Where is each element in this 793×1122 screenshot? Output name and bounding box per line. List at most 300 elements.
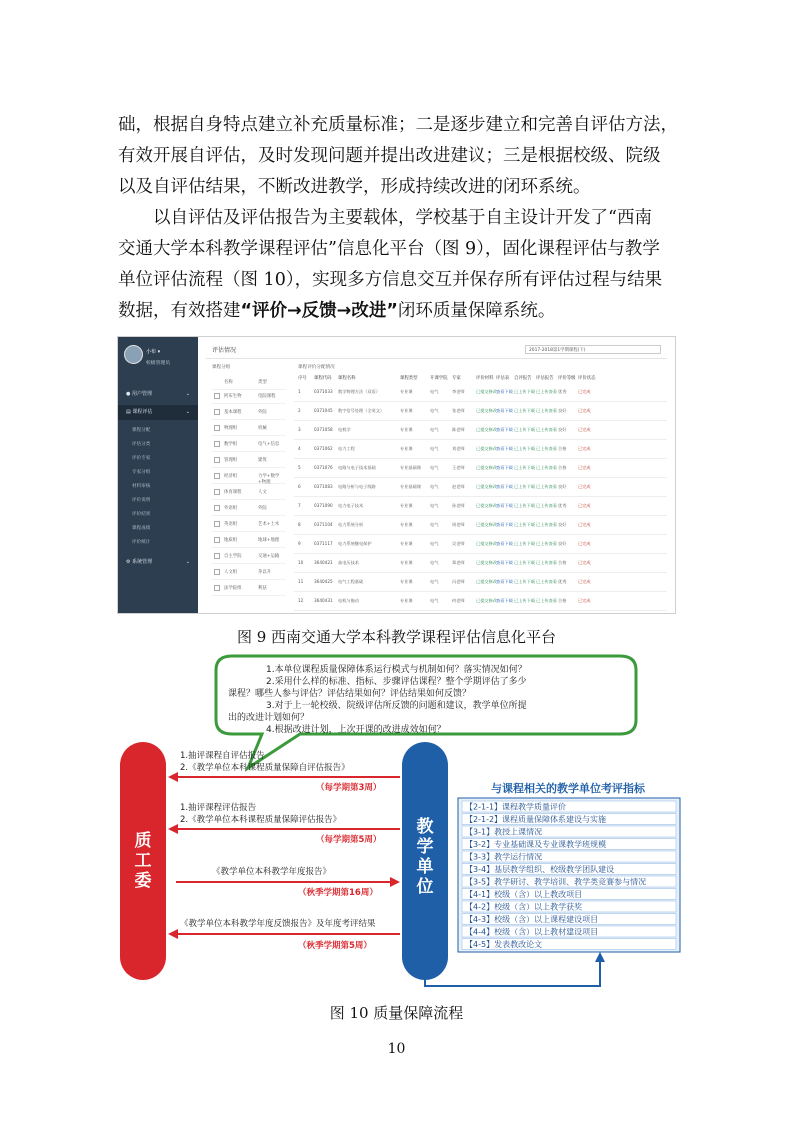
checkbox[interactable] — [214, 425, 220, 431]
table-cell: 5 — [298, 465, 301, 470]
table-cell: 刘老师 — [452, 446, 465, 451]
group-type: 外院 — [258, 506, 267, 511]
table-cell[interactable]: 良好 — [558, 484, 567, 489]
group-name: 物理组 — [224, 426, 238, 431]
checkbox[interactable] — [214, 521, 220, 527]
table-cell: 0371045 — [314, 408, 333, 413]
index-item: 【3-2】专业基础课及专业课教学班规模 — [465, 840, 607, 849]
index-item: 【3-4】基层教学组织、校级教学团队建设 — [465, 865, 615, 874]
group-type: 建筑 — [258, 458, 267, 463]
table-cell: 陈老师 — [452, 427, 465, 432]
group-type: 人文 — [258, 490, 267, 495]
right-pillar-char: 位 — [416, 877, 434, 897]
table-cell: 电气 — [430, 484, 439, 489]
table-cell: 电力工程 — [338, 446, 355, 451]
table-cell: 专业课 — [400, 598, 413, 603]
table-cell: 何老师 — [452, 598, 465, 603]
table-cell[interactable]: 已提交修改 — [476, 427, 497, 432]
table-cell: 3640431 — [314, 598, 333, 603]
table-cell[interactable]: 已完成 — [578, 598, 591, 603]
table-cell[interactable]: 查看下载 — [496, 389, 513, 394]
table-cell[interactable]: 查看下载 — [496, 579, 513, 584]
table-cell[interactable]: 已完成 — [578, 522, 591, 527]
group-row[interactable] — [212, 405, 286, 420]
figure-10-diagram — [120, 650, 688, 990]
table-cell: 0371058 — [314, 427, 333, 432]
group-name: 经济组 — [224, 474, 238, 479]
table-cell: 专业课 — [400, 560, 413, 565]
group-type: 电院课程 — [258, 394, 276, 399]
group-type: 电气+信息 — [258, 442, 280, 447]
arrow1-line: 2.《教学单位本科课程质量保障自评估报告》 — [180, 763, 350, 773]
index-item: 【4-5】发表教改论文 — [465, 940, 543, 949]
paragraph-1 — [118, 110, 690, 203]
table-cell[interactable]: 已完成 — [578, 579, 591, 584]
table-cell[interactable]: 已上传下载 — [514, 560, 535, 565]
text-line: 交通大学本科教学课程评估”信息化平台（图 9），固化课程评估与教学 — [118, 239, 660, 259]
table-panel-title: 课程评价分配情况 — [298, 365, 335, 370]
group-row[interactable] — [212, 565, 286, 580]
page-number: 10 — [387, 1041, 406, 1057]
table-header: 课程类型 — [400, 376, 418, 381]
table-cell[interactable]: 优秀 — [558, 503, 567, 508]
divider — [206, 358, 667, 359]
table-cell[interactable]: 查看下载 — [496, 465, 513, 470]
table-header: 序号 — [298, 376, 307, 381]
table-cell: 电机学 — [338, 427, 351, 432]
group-name: 地质组 — [224, 538, 238, 543]
table-cell: 专业课 — [400, 579, 413, 584]
table-cell: 电力系统继电保护 — [338, 541, 372, 546]
sidebar-subitem[interactable]: 评价结果 — [132, 512, 151, 517]
table-cell: 0371033 — [314, 389, 333, 394]
arrow3-line: 《教学单位本科教学年度报告》 — [212, 867, 332, 877]
table-row[interactable] — [294, 478, 667, 497]
table-cell[interactable]: 查看下载 — [496, 560, 513, 565]
checkbox[interactable] — [214, 553, 220, 559]
text-line: 以及自评估结果，不断改进教学，形成持续改进的闭环系统。 — [118, 177, 591, 197]
table-cell[interactable]: 已完成 — [578, 484, 591, 489]
arrow1-head — [168, 772, 178, 782]
table-cell: 电力系统分析 — [338, 522, 364, 527]
index-item: 【4-4】校级（含）以上教材建设项目 — [465, 927, 599, 937]
semester-select[interactable]: 2017-2018第1学期课程(下) — [525, 345, 661, 354]
table-header: 自评报告 — [514, 376, 532, 381]
table-cell[interactable]: 已完成 — [578, 389, 591, 394]
table-cell[interactable]: 已上传查看 — [536, 389, 557, 394]
bubble-line: 2.采用什么样的标准、指标、步骤评估课程？整个学期评估了多少 — [266, 677, 527, 687]
checkbox[interactable] — [214, 393, 220, 399]
group-name: 数学组 — [224, 442, 238, 447]
table-cell[interactable]: 优秀 — [558, 579, 567, 584]
table-row[interactable] — [294, 440, 667, 459]
table-cell: 专业课 — [400, 427, 413, 432]
index-item: 【4-1】校级（含）以上教改项目 — [465, 890, 583, 899]
index-item: 【2-1-1】课程教学质量评价 — [465, 802, 567, 812]
group-type: 茅以升 — [258, 570, 272, 575]
figure-9-caption: 图 9 西南交通大学本科教学课程评估信息化平台 — [236, 628, 557, 646]
table-cell: 0371062 — [314, 446, 333, 451]
table-cell[interactable]: 已完成 — [578, 541, 591, 546]
table-cell: 专业课 — [400, 408, 413, 413]
group-name: 英语组 — [224, 522, 238, 527]
group-type: 地球+地理 — [258, 538, 280, 543]
index-title: 与课程相关的教学单位考评指标 — [491, 782, 645, 795]
table-cell: 专业课 — [400, 541, 413, 546]
table-cell[interactable]: 已完成 — [578, 465, 591, 470]
arrow1-line: 1.抽评课程自评估报告 — [180, 751, 265, 761]
table-cell: 3640425 — [314, 579, 333, 584]
bubble-line: 1.本单位课程质量保障体系运行模式与机制如何？落实情况如何？ — [266, 665, 527, 675]
main-panel — [198, 337, 675, 613]
group-row[interactable] — [212, 549, 286, 564]
table-cell: 电气 — [430, 503, 439, 508]
table-cell[interactable]: 已上传查看 — [536, 579, 557, 584]
arrow2-time: （每学期第5周） — [316, 835, 382, 845]
sidebar-subitem[interactable]: 评价说明 — [132, 498, 151, 503]
table-row[interactable] — [294, 554, 667, 573]
table-cell: 张老师 — [452, 408, 465, 413]
left-pillar-char: 委 — [134, 871, 152, 891]
table-cell[interactable]: 已上传下载 — [514, 427, 535, 432]
table-row[interactable] — [294, 497, 667, 516]
text-span: 数据，有效搭建 — [118, 301, 241, 321]
table-cell[interactable]: 良好 — [558, 541, 567, 546]
bold-phrase: “评价→反馈→改进” — [240, 301, 398, 321]
avatar[interactable] — [124, 345, 143, 364]
table-cell: 电路与电子技术基础 — [338, 465, 376, 470]
table-header: 课程代码 — [314, 376, 332, 381]
checkbox[interactable] — [214, 537, 220, 543]
bubble-line: 4.根据改进计划，上次开课的改进成效如何？ — [266, 725, 446, 735]
bubble-line: 出的改进计划如何？ — [228, 713, 310, 723]
checkbox[interactable] — [214, 473, 220, 479]
table-cell[interactable]: 已上传下载 — [514, 389, 535, 394]
table-cell: 吴老师 — [452, 541, 465, 546]
checkbox[interactable] — [214, 409, 220, 415]
table-cell: 专业基础课 — [400, 484, 421, 489]
table-cell: 0371117 — [314, 541, 333, 546]
table-cell: 孙老师 — [452, 503, 465, 508]
table-cell: 周老师 — [452, 522, 465, 527]
table-cell: 王老师 — [452, 465, 465, 470]
table-cell: 电气 — [430, 389, 439, 394]
group-type: 利兹 — [258, 586, 267, 591]
table-cell[interactable]: 已完成 — [578, 560, 591, 565]
table-cell[interactable]: 已上传查看 — [536, 465, 557, 470]
table-cell[interactable]: 良好 — [558, 427, 567, 432]
table-cell: 电力电子技术 — [338, 503, 364, 508]
index-item: 【3-5】教学研讨、教学培训、教学类竞赛参与情况 — [465, 877, 647, 887]
menu-label: 用户管理 — [131, 391, 152, 397]
group-type: 机械 — [258, 426, 267, 431]
table-cell[interactable]: 已上传查看 — [536, 408, 557, 413]
table-cell[interactable]: 查看下载 — [496, 446, 513, 451]
table-header: 开课学院 — [430, 376, 448, 381]
sidebar-subitem[interactable]: 课程分配 — [132, 428, 151, 433]
table-cell: 10 — [298, 560, 304, 565]
col-header: 类型 — [258, 380, 267, 385]
table-row[interactable] — [294, 535, 667, 554]
arrow4-line: 《教学单位本科教学年度反馈报告》及年度考评结果 — [180, 919, 376, 929]
table-cell[interactable]: 已提交修改 — [476, 598, 497, 603]
table-cell: 数字信号处理（全英文） — [338, 408, 385, 413]
table-cell: 电气 — [430, 465, 439, 470]
table-cell[interactable]: 已完成 — [578, 427, 591, 432]
checkbox[interactable] — [214, 569, 220, 575]
table-cell[interactable]: 已上传查看 — [536, 598, 557, 603]
menu-label: 系统管理 — [132, 559, 153, 565]
table-cell[interactable]: 已提交修改 — [476, 579, 497, 584]
arrow3-head — [390, 877, 400, 887]
index-item: 【3-1】教授上课情况 — [465, 827, 543, 837]
table-cell[interactable]: 查看下载 — [496, 427, 513, 432]
table-cell: 电气工程基础 — [338, 579, 364, 584]
right-pillar-char: 教 — [416, 817, 434, 837]
table-cell[interactable]: 已上传查看 — [536, 427, 557, 432]
table-cell[interactable]: 良好 — [558, 522, 567, 527]
sidebar-menu-evaluation[interactable]: ▤ 课程评估 ⌄ — [118, 405, 198, 420]
table-cell[interactable]: 已上传查看 — [536, 503, 557, 508]
table-cell: 电路分析与电子线路 — [338, 484, 376, 489]
table-row[interactable] — [294, 573, 667, 592]
table-cell[interactable]: 合格 — [558, 598, 567, 603]
table-cell: 7 — [298, 503, 301, 508]
table-cell: 3640421 — [314, 560, 333, 565]
right-pillar-char: 学 — [416, 837, 434, 857]
figure-9-screenshot — [117, 336, 676, 614]
group-row[interactable] — [212, 421, 286, 436]
table-row[interactable] — [294, 421, 667, 440]
group-name: 管理组 — [224, 458, 238, 463]
table-cell[interactable]: 查看下载 — [496, 598, 513, 603]
group-row[interactable] — [212, 469, 286, 484]
arrow1-time: （每学期第3周） — [316, 783, 382, 793]
paragraph-2 — [118, 203, 690, 327]
index-item: 【4-3】校级（含）以上课程建设项目 — [465, 915, 599, 924]
table-header: 评价等级 — [558, 376, 576, 381]
checkbox[interactable] — [214, 457, 220, 463]
table-cell: 12 — [298, 598, 304, 603]
table-cell: 0371083 — [314, 484, 333, 489]
group-row[interactable] — [212, 437, 286, 452]
checkbox[interactable] — [214, 489, 220, 495]
table-cell[interactable]: 已上传下载 — [514, 579, 535, 584]
table-cell[interactable]: 已提交修改 — [476, 446, 497, 451]
table-cell[interactable]: 查看下载 — [496, 408, 513, 413]
group-panel-title: 课程分组 — [212, 365, 231, 370]
table-cell[interactable]: 已上传查看 — [536, 446, 557, 451]
table-cell: 专业课 — [400, 522, 413, 527]
page-title: 评估情况 — [212, 347, 237, 354]
table-cell[interactable]: 已上传查看 — [536, 522, 557, 527]
group-type: 外院 — [258, 410, 267, 415]
text-line: 础，根据自身特点建立补充质量标准；二是逐步建立和完善自评估方法， — [118, 115, 678, 135]
index-item: 【3-3】教学运行情况 — [465, 852, 543, 862]
table-header: 课程名称 — [338, 376, 356, 381]
table-cell: 11 — [298, 579, 304, 584]
bubble-line: 课程？哪些人参与评估？评估结果如何？评估结果如何反馈？ — [228, 689, 472, 699]
sidebar-subitem[interactable]: 评估分类 — [132, 442, 151, 447]
group-row[interactable] — [212, 389, 286, 404]
group-row[interactable] — [212, 517, 286, 532]
group-row[interactable] — [212, 581, 286, 596]
table-cell[interactable]: 优秀 — [558, 389, 567, 394]
table-row[interactable] — [294, 402, 667, 421]
group-name: 外语组 — [224, 506, 238, 511]
table-cell[interactable]: 已上传查看 — [536, 484, 557, 489]
group-name: 人文组 — [224, 570, 238, 575]
group-type: 力学+数学+物理 — [258, 474, 280, 485]
col-header: 名称 — [224, 380, 233, 385]
table-cell[interactable]: 已提交修改 — [476, 484, 497, 489]
table-cell[interactable]: 已完成 — [578, 408, 591, 413]
table-row[interactable] — [294, 516, 667, 535]
table-cell: 数学物理方法（双语） — [338, 389, 380, 394]
group-type: 交通+运输 — [258, 554, 280, 559]
sidebar — [118, 337, 198, 613]
table-cell[interactable]: 已上传下载 — [514, 503, 535, 508]
table-cell: 电机与拖动 — [338, 598, 359, 603]
group-row[interactable] — [212, 533, 286, 548]
group-row[interactable] — [212, 501, 286, 516]
table-cell: 电气 — [430, 427, 439, 432]
sidebar-subitem[interactable]: 课程成绩 — [132, 526, 151, 531]
text-line: 有效开展自评估，及时发现问题并提出改进建议；三是根据校级、院级 — [118, 146, 661, 166]
sidebar-subitem[interactable]: 材料审核 — [132, 484, 151, 489]
text-line: 单位评估流程（图 10），实现多方信息交互并保存所有评估过程与结果 — [118, 270, 663, 290]
table-cell: 赵老师 — [452, 484, 465, 489]
table-cell[interactable]: 已上传查看 — [536, 560, 557, 565]
table-cell[interactable]: 已上传下载 — [514, 598, 535, 603]
table-cell: 冯老师 — [452, 579, 465, 584]
table-cell: 电气 — [430, 598, 439, 603]
table-cell: 专业基础课 — [400, 465, 421, 470]
table-cell[interactable]: 已提交修改 — [476, 465, 497, 470]
table-cell[interactable]: 已提交修改 — [476, 408, 497, 413]
table-row[interactable] — [294, 383, 667, 402]
table-cell[interactable]: 合格 — [558, 465, 567, 470]
table-cell: 4 — [298, 446, 301, 451]
table-cell: 电气 — [430, 579, 439, 584]
checkbox[interactable] — [214, 441, 220, 447]
table-header: 评价状态 — [578, 376, 596, 381]
table-cell: 6 — [298, 484, 301, 489]
table-header: 评估表 — [496, 376, 510, 381]
table-cell: 3 — [298, 427, 301, 432]
checkbox[interactable] — [214, 585, 220, 591]
sidebar-menu-system[interactable]: ⚙ 系统管理 ⌄ — [126, 559, 190, 565]
user-name[interactable]: 小布 ▾ — [146, 349, 161, 355]
text-line: 以自评估及评估报告为主要载体，学校基于自主设计开发了“西南 — [153, 208, 652, 228]
table-cell: 李老师 — [452, 389, 465, 394]
table-cell: 8 — [298, 522, 301, 527]
table-cell[interactable]: 已提交修改 — [476, 522, 497, 527]
table-cell[interactable]: 已上传下载 — [514, 408, 535, 413]
table-cell[interactable]: 合格 — [558, 560, 567, 565]
table-cell: 高电压技术 — [338, 560, 359, 565]
table-cell[interactable]: 已上传下载 — [514, 522, 535, 527]
table-cell[interactable]: 已提交修改 — [476, 389, 497, 394]
table-cell: 专业课 — [400, 503, 413, 508]
table-cell: 电气 — [430, 446, 439, 451]
arrow2-head — [168, 824, 178, 834]
table-cell[interactable]: 已上传下载 — [514, 446, 535, 451]
table-header: 评估报告 — [536, 376, 554, 381]
arrow3-time: （秋季学期第16周） — [298, 888, 378, 898]
table-cell[interactable]: 已上传下载 — [514, 541, 535, 546]
table-cell: 2 — [298, 408, 301, 413]
group-name: 法学院组 — [224, 586, 242, 591]
table-cell: 0371076 — [314, 465, 333, 470]
arrow2-line: 1.抽评课程评估报告 — [180, 803, 257, 813]
table-cell[interactable]: 已上传查看 — [536, 541, 557, 546]
table-header: 专家 — [452, 376, 461, 381]
table-cell[interactable]: 合格 — [558, 446, 567, 451]
table-cell: 电气 — [430, 408, 439, 413]
group-list-header — [212, 375, 286, 390]
table-cell: 1 — [298, 389, 301, 394]
right-pillar-char: 单 — [416, 857, 434, 877]
group-row[interactable] — [212, 453, 286, 468]
table-cell[interactable]: 良好 — [558, 408, 567, 413]
figure-10-caption: 图 10 质量保障流程 — [329, 1004, 464, 1022]
text-span: 闭环质量保障系统。 — [397, 301, 556, 321]
table-cell: 专业课 — [400, 446, 413, 451]
left-pillar-char: 工 — [134, 851, 152, 871]
group-name: 阿布生物 — [224, 394, 242, 399]
sidebar-subitem[interactable]: 专家分组 — [132, 470, 151, 475]
return-arrow-head — [595, 952, 605, 962]
table-cell: 电气 — [430, 522, 439, 527]
bubble-line: 3.对于上一轮校级、院级评估所反馈的问题和建议，教学单位所提 — [266, 701, 527, 711]
return-arrow — [425, 960, 600, 986]
table-cell[interactable]: 已上传下载 — [514, 484, 535, 489]
table-cell[interactable]: 已提交修改 — [476, 541, 497, 546]
table-row[interactable] — [294, 459, 667, 478]
table-cell[interactable]: 查看下载 — [496, 503, 513, 508]
left-pillar-char: 质 — [134, 831, 152, 851]
text-line — [118, 296, 690, 327]
checkbox[interactable] — [214, 505, 220, 511]
table-cell: 9 — [298, 541, 301, 546]
table-cell[interactable]: 查看下载 — [496, 484, 513, 489]
user-role: 校级管理员 — [146, 361, 170, 366]
table-cell[interactable]: 已提交修改 — [476, 560, 497, 565]
index-item: 【2-1-2】课程质量保障体系建设与实施 — [465, 815, 607, 824]
sidebar-subitem[interactable]: 评价统计 — [132, 540, 151, 545]
group-type: 艺术+土木 — [258, 522, 280, 527]
sidebar-menu-users[interactable]: ● 用户管理 ⌄ — [126, 391, 190, 397]
table-cell[interactable]: 已完成 — [578, 446, 591, 451]
table-cell[interactable]: 已上传下载 — [514, 465, 535, 470]
table-cell[interactable]: 已完成 — [578, 503, 591, 508]
group-name: 自主学院 — [224, 554, 242, 559]
arrow2-line: 2.《教学单位本科课程质量保障评估报告》 — [180, 815, 342, 825]
table-cell[interactable]: 查看下载 — [496, 541, 513, 546]
group-row[interactable] — [212, 485, 286, 500]
table-header: 评价材料 — [476, 376, 494, 381]
table-cell: 0371104 — [314, 522, 333, 527]
group-name: 基本课程 — [224, 410, 242, 415]
table-cell[interactable]: 已提交修改 — [476, 503, 497, 508]
table-cell[interactable]: 查看下载 — [496, 522, 513, 527]
sidebar-subitem[interactable]: 评价专家 — [132, 456, 151, 461]
arrow4-time: （秋季学期第5周） — [298, 941, 372, 951]
menu-label: 课程评估 — [132, 409, 153, 415]
table-row[interactable] — [294, 592, 667, 611]
table-cell: 专业课 — [400, 389, 413, 394]
